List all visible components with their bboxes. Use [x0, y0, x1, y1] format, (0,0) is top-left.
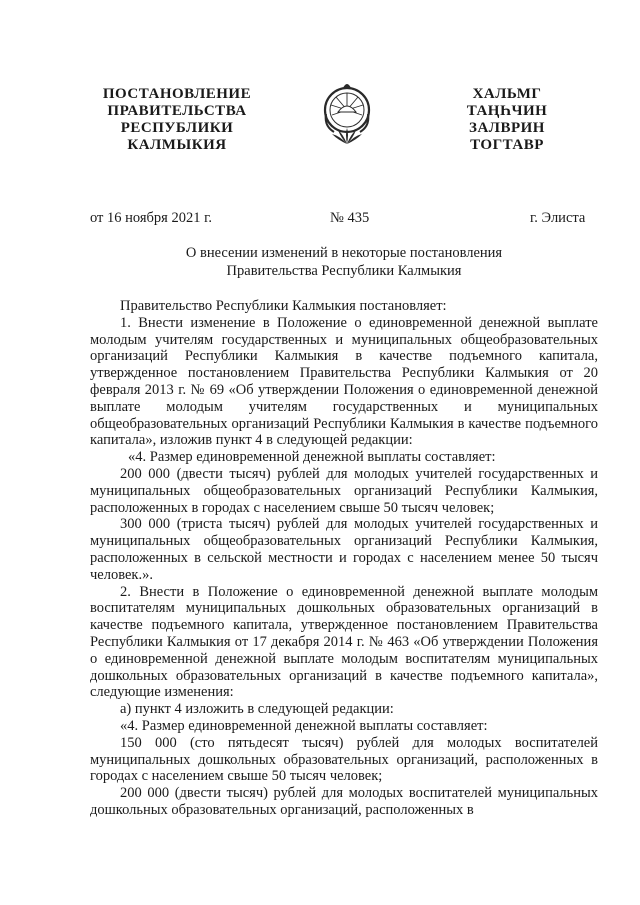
- paragraph-2-b: 150 000 (сто пятьдесят тысяч) рублей для молодых воспитателей муниципальных дошкольных образовательных организаций, расположенных в городах с населением свыше 50 тысяч человек;: [90, 734, 598, 785]
- document-date: от 16 ноября 2021 г.: [90, 210, 213, 226]
- document-number: № 435: [330, 210, 370, 226]
- header-left-line: ПОСТАНОВЛЕНИЕ: [102, 86, 252, 102]
- paragraph-2-c: 200 000 (двести тысяч) рублей для молодых воспитателей муниципальных дошкольных образовательных организаций, расположенных в: [90, 785, 598, 818]
- header-right-line: ТАҢҺЧИН: [466, 103, 548, 119]
- paragraph-2-quote: «4. Размер единовременной денежной выплаты составляет:: [120, 717, 488, 734]
- emblem-icon: [318, 78, 376, 150]
- document-body: [90, 298, 598, 819]
- header-right-line: ХАЛЬМГ: [472, 86, 542, 102]
- paragraph-1-quote: «4. Размер единовременной денежной выплаты составляет:: [128, 449, 496, 466]
- title-line: О внесении изменений в некоторые постановления: [185, 245, 503, 261]
- paragraph-intro: Правительство Республики Калмыкия постановляет:: [120, 298, 447, 314]
- document-city: г. Элиста: [530, 210, 586, 226]
- paragraph-1-a: 200 000 (двести тысяч) рублей для молодых учителей государственных и муниципальных общеобразовательных организаций Республики Калмыкия, расположенных в городах с населением свыше 50 тысяч человек;: [90, 465, 598, 516]
- title-line: Правительства Республики Калмыкия: [226, 263, 462, 279]
- paragraph-1: 1. Внести изменение в Положение о единовременной денежной выплате молодым учителям государственных и муниципальных общеобразовательных организаций Республики Калмыкия в качестве подъемного капитала, утвержденное постановлением Правительства Республики Калмыкия от 20 февраля 2013 г. № 69 «Об утверждении Положения о единовременной денежной выплате молодым учителям государственных и муниципальных общеобразовательных организаций Республики Калмыкия в качестве подъемного капитала», изложив пункт 4 в следующей редакции:: [90, 314, 598, 449]
- paragraph-2: 2. Внести в Положение о единовременной денежной выплате молодым воспитателям муниципальных дошкольных образовательных организаций в качестве подъемного капитала, утвержденное постановлением Правительства Республики Калмыкия от 17 декабря 2014 г. № 463 «Об утверждении Положения о единовременной денежной выплате молодым воспитателям муниципальных дошкольных образовательных организаций в качестве подъемного капитала», следующие изменения:: [90, 583, 598, 701]
- header-right: [452, 86, 562, 154]
- header-right-line: ЗАЛВРИН: [469, 120, 545, 136]
- header-left-line: РЕСПУБЛИКИ: [120, 120, 234, 136]
- header-left: [92, 86, 262, 154]
- header-right-line: ТОГТАВР: [470, 137, 544, 153]
- paragraph-1-b: 300 000 (триста тысяч) рублей для молодых учителей государственных и муниципальных общеобразовательных организаций Республики Калмыкия, расположенных в сельской местности и городах с населением менее 50 тысяч человек.».: [90, 516, 598, 583]
- header-left-line: КАЛМЫКИЯ: [127, 137, 227, 153]
- paragraph-2-a: а) пункт 4 изложить в следующей редакции:: [120, 701, 394, 718]
- document-title: [90, 244, 598, 280]
- header-left-line: ПРАВИТЕЛЬСТВА: [107, 103, 247, 119]
